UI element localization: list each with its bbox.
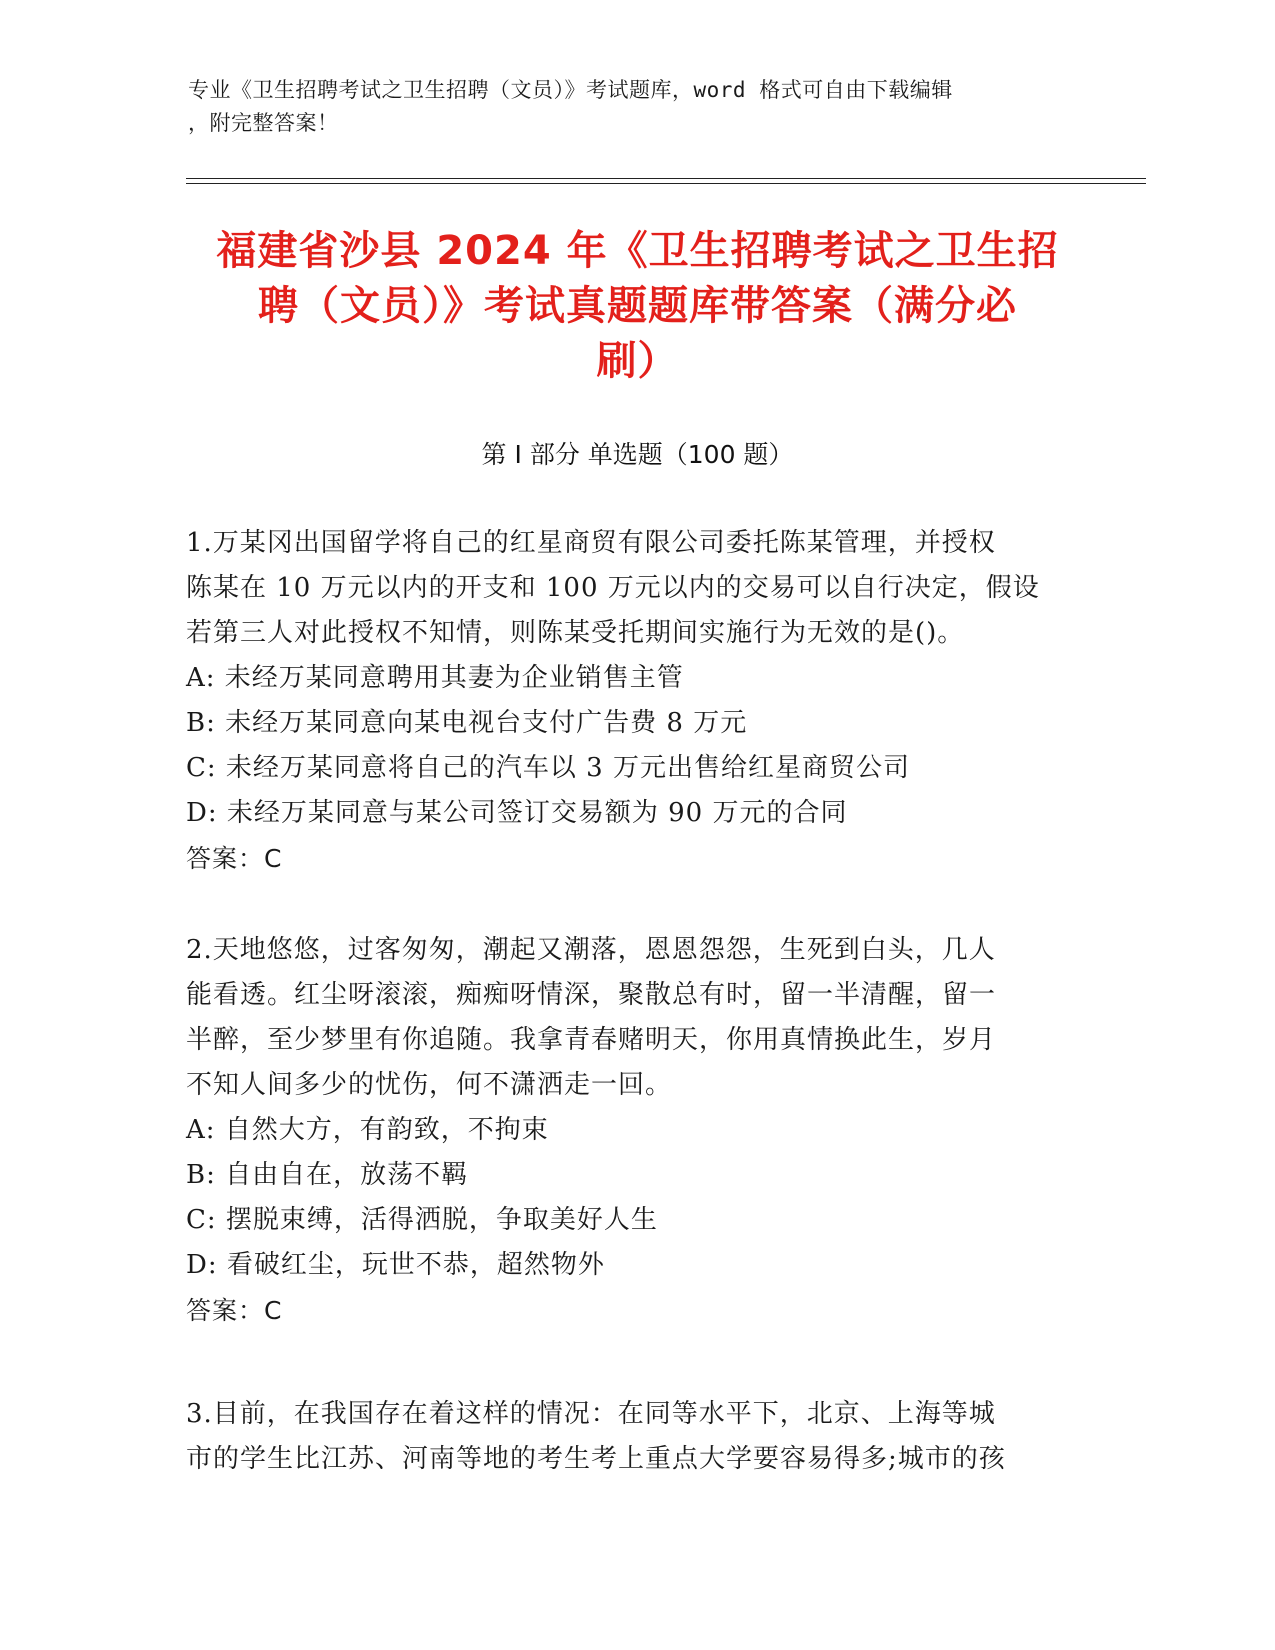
option-b: B: 自由自在，放荡不羁 (186, 1160, 469, 1190)
question-1 (186, 521, 1066, 881)
question-stem-line: 不知人间多少的忧伤，何不潇洒走一回。 (186, 1070, 673, 1100)
question-stem-line: 市的学生比江苏、河南等地的考生考上重点大学要容易得多;城市的孩 (186, 1444, 1006, 1474)
option-a: A: 自然大方，有韵致，不拘束 (186, 1115, 549, 1145)
option-c: C: 摆脱束缚，活得洒脱，争取美好人生 (186, 1205, 658, 1235)
option-a: A: 未经万某同意聘用其妻为企业销售主管 (186, 663, 684, 693)
header-divider-top (186, 178, 1146, 179)
document-title-line-1: 福建省沙县 2024 年《卫生招聘考试之卫生招 (216, 228, 1059, 274)
option-b: B: 未经万某同意向某电视台支付广告费 8 万元 (186, 708, 748, 738)
document-title-line-3: 刷） (596, 338, 679, 384)
question-3 (186, 1392, 1066, 1482)
question-stem-line: 陈某在 10 万元以内的开支和 100 万元以内的交易可以自行决定，假设 (186, 573, 1040, 603)
question-stem-line: 3.目前，在我国存在着这样的情况：在同等水平下，北京、上海等城 (186, 1399, 996, 1429)
option-c: C: 未经万某同意将自己的汽车以 3 万元出售给红星商贸公司 (186, 753, 910, 783)
document-title (170, 224, 1105, 389)
document-title-line-2: 聘（文员）》考试真题题库带答案（满分必 (258, 283, 1017, 329)
question-2 (186, 928, 1066, 1333)
answer: 答案：C (186, 844, 283, 873)
option-d: D: 看破红尘，玩世不恭，超然物外 (186, 1250, 605, 1280)
question-stem-line: 半醉，至少梦里有你追随。我拿青春赌明天，你用真情换此生，岁月 (186, 1025, 997, 1055)
question-stem-line: 1.万某冈出国留学将自己的红星商贸有限公司委托陈某管理，并授权 (186, 528, 996, 558)
answer: 答案：C (186, 1296, 283, 1325)
header-note-line-1: 专业《卫生招聘考试之卫生招聘（文员）》考试题库，word 格式可自由下载编辑 (188, 78, 953, 102)
question-stem-line: 能看透。红尘呀滚滚，痴痴呀情深，聚散总有时，留一半清醒，留一 (186, 980, 997, 1010)
header-note-line-2: ，附完整答案！ (188, 111, 339, 135)
header-note (188, 74, 1088, 140)
question-stem-line: 2.天地悠悠，过客匆匆，潮起又潮落，恩恩怨怨，生死到白头，几人 (186, 935, 996, 965)
question-stem-line: 若第三人对此授权不知情，则陈某受托期间实施行为无效的是()。 (186, 618, 965, 648)
header-divider-bottom (186, 183, 1146, 184)
option-d: D: 未经万某同意与某公司签订交易额为 90 万元的合同 (186, 798, 848, 828)
section-heading: 第 I 部分 单选题（100 题） (481, 440, 794, 469)
